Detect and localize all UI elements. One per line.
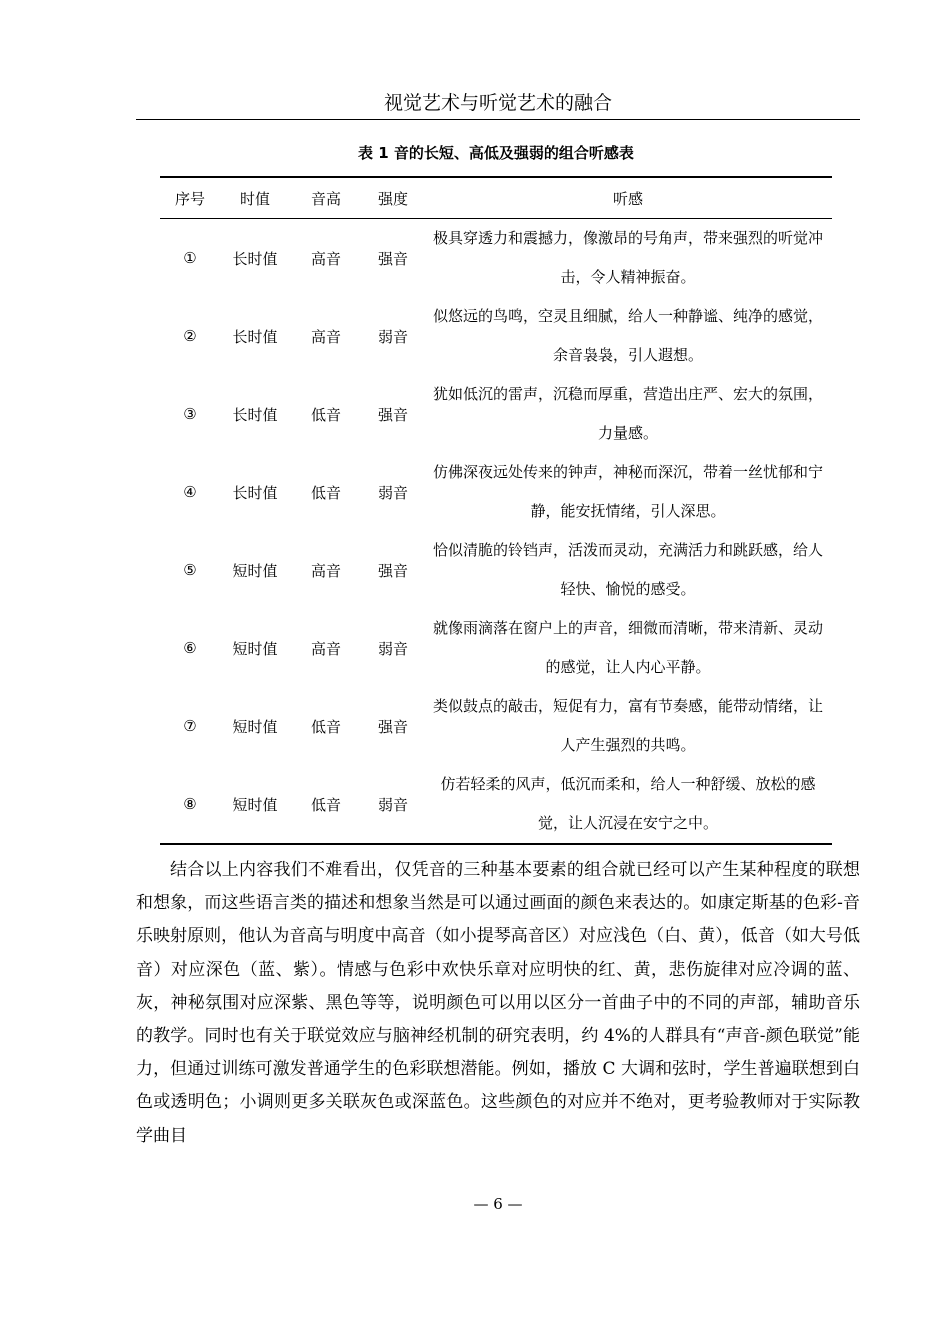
- running-header: 视觉艺术与听觉艺术的融合: [383, 92, 612, 114]
- cell-intensity: 强音: [377, 561, 408, 580]
- cell-duration: 长时值: [232, 249, 278, 268]
- column-header-intensity: 强度: [377, 189, 408, 208]
- cell-duration: 长时值: [232, 327, 278, 346]
- cell-duration: 短时值: [232, 561, 278, 580]
- table-header-row: [160, 177, 832, 219]
- cell-index: ④: [183, 483, 197, 501]
- cell-duration: 短时值: [232, 717, 278, 736]
- cell-pitch: 高音: [310, 249, 341, 268]
- cell-duration: 短时值: [232, 795, 278, 814]
- cell-intensity: 强音: [377, 249, 408, 268]
- cell-index: ⑥: [183, 639, 197, 657]
- cell-feeling: 恰似清脆的铃铛声，活泼而灵动，充满活力和跳跃感，给人轻快、愉悦的感受。: [432, 541, 823, 598]
- cell-pitch: 高音: [310, 561, 341, 580]
- table-row: [160, 687, 832, 765]
- cell-intensity: 弱音: [377, 639, 408, 658]
- column-header-pitch: 音高: [310, 189, 341, 208]
- cell-feeling: 就像雨滴落在窗户上的声音，细微而清晰，带来清新、灵动的感觉，让人内心平静。: [432, 619, 823, 676]
- cell-index: ③: [183, 405, 197, 423]
- sound-combination-table: [160, 176, 832, 845]
- cell-feeling: 仿若轻柔的风声，低沉而柔和，给人一种舒缓、放松的感觉，让人沉浸在安宁之中。: [440, 775, 816, 832]
- cell-pitch: 低音: [310, 483, 341, 502]
- cell-duration: 长时值: [232, 405, 278, 424]
- cell-feeling: 类似鼓点的敲击，短促有力，富有节奏感，能带动情绪，让人产生强烈的共鸣。: [432, 697, 823, 754]
- cell-pitch: 高音: [310, 327, 341, 346]
- cell-pitch: 低音: [310, 405, 341, 424]
- header-rule: [136, 119, 860, 120]
- table-row: [160, 219, 832, 298]
- table-row: [160, 609, 832, 687]
- cell-pitch: 低音: [310, 717, 341, 736]
- column-header-duration: 时值: [239, 189, 270, 208]
- cell-duration: 短时值: [232, 639, 278, 658]
- cell-feeling: 极具穿透力和震撼力，像激昂的号角声，带来强烈的听觉冲击，令人精神振奋。: [432, 229, 823, 286]
- page-number: — 6 —: [473, 1195, 523, 1213]
- cell-intensity: 弱音: [377, 795, 408, 814]
- cell-intensity: 弱音: [377, 327, 408, 346]
- table-caption: 表 1 音的长短、高低及强弱的组合听感表: [358, 144, 634, 162]
- cell-intensity: 强音: [377, 717, 408, 736]
- table-row: [160, 531, 832, 609]
- column-header-feeling: 听感: [612, 189, 643, 208]
- cell-index: ①: [183, 249, 197, 267]
- cell-index: ⑤: [183, 561, 197, 579]
- cell-intensity: 弱音: [377, 483, 408, 502]
- cell-feeling: 仿佛深夜远处传来的钟声，神秘而深沉，带着一丝忧郁和宁静，能安抚情绪，引人深思。: [432, 463, 823, 520]
- cell-feeling: 犹如低沉的雷声，沉稳而厚重，营造出庄严、宏大的氛围，力量感。: [432, 385, 823, 442]
- table-row: [160, 297, 832, 375]
- table-row: [160, 453, 832, 531]
- cell-index: ②: [183, 327, 197, 345]
- cell-pitch: 高音: [310, 639, 341, 658]
- cell-duration: 长时值: [232, 483, 278, 502]
- cell-index: ⑧: [183, 795, 197, 813]
- cell-pitch: 低音: [310, 795, 341, 814]
- cell-intensity: 强音: [377, 405, 408, 424]
- table-row: [160, 765, 832, 844]
- table-row: [160, 375, 832, 453]
- table-container: [160, 176, 832, 845]
- column-header-index: 序号: [174, 189, 205, 208]
- cell-feeling: 似悠远的鸟鸣，空灵且细腻，给人一种静谧、纯净的感觉，余音袅袅，引人遐想。: [432, 307, 823, 364]
- body-paragraph: 结合以上内容我们不难看出，仅凭音的三种基本要素的组合就已经可以产生某种程度的联想和想象，而这些语言类的描述和想象当然是可以通过画面的颜色来表达的。如康定斯基的色彩-音乐映射原则，他认为音高与明度中高音（如小提琴高音区）对应浅色（白、黄），低音（如大号低音）对应深色（蓝、紫）。情感与色彩中欢快乐章对应明快的红、黄，悲伤旋律对应冷调的蓝、灰，神秘氛围对应深紫、黑色等等，说明颜色可以用以区分一首曲子中的不同的声部，辅助音乐的教学。同时也有关于联觉效应与脑神经机制的研究表明，约 4%的人群具有“声音-颜色联觉”能力，但通过训练可激发普通学生的色彩联想潜能。例如，播放 C 大调和弦时，学生普遍联想到白色或透明色；小调则更多关联灰色或深蓝色。这些颜色的对应并不绝对，更考验教师对于实际教学曲目: [136, 860, 860, 1146]
- cell-index: ⑦: [183, 717, 197, 735]
